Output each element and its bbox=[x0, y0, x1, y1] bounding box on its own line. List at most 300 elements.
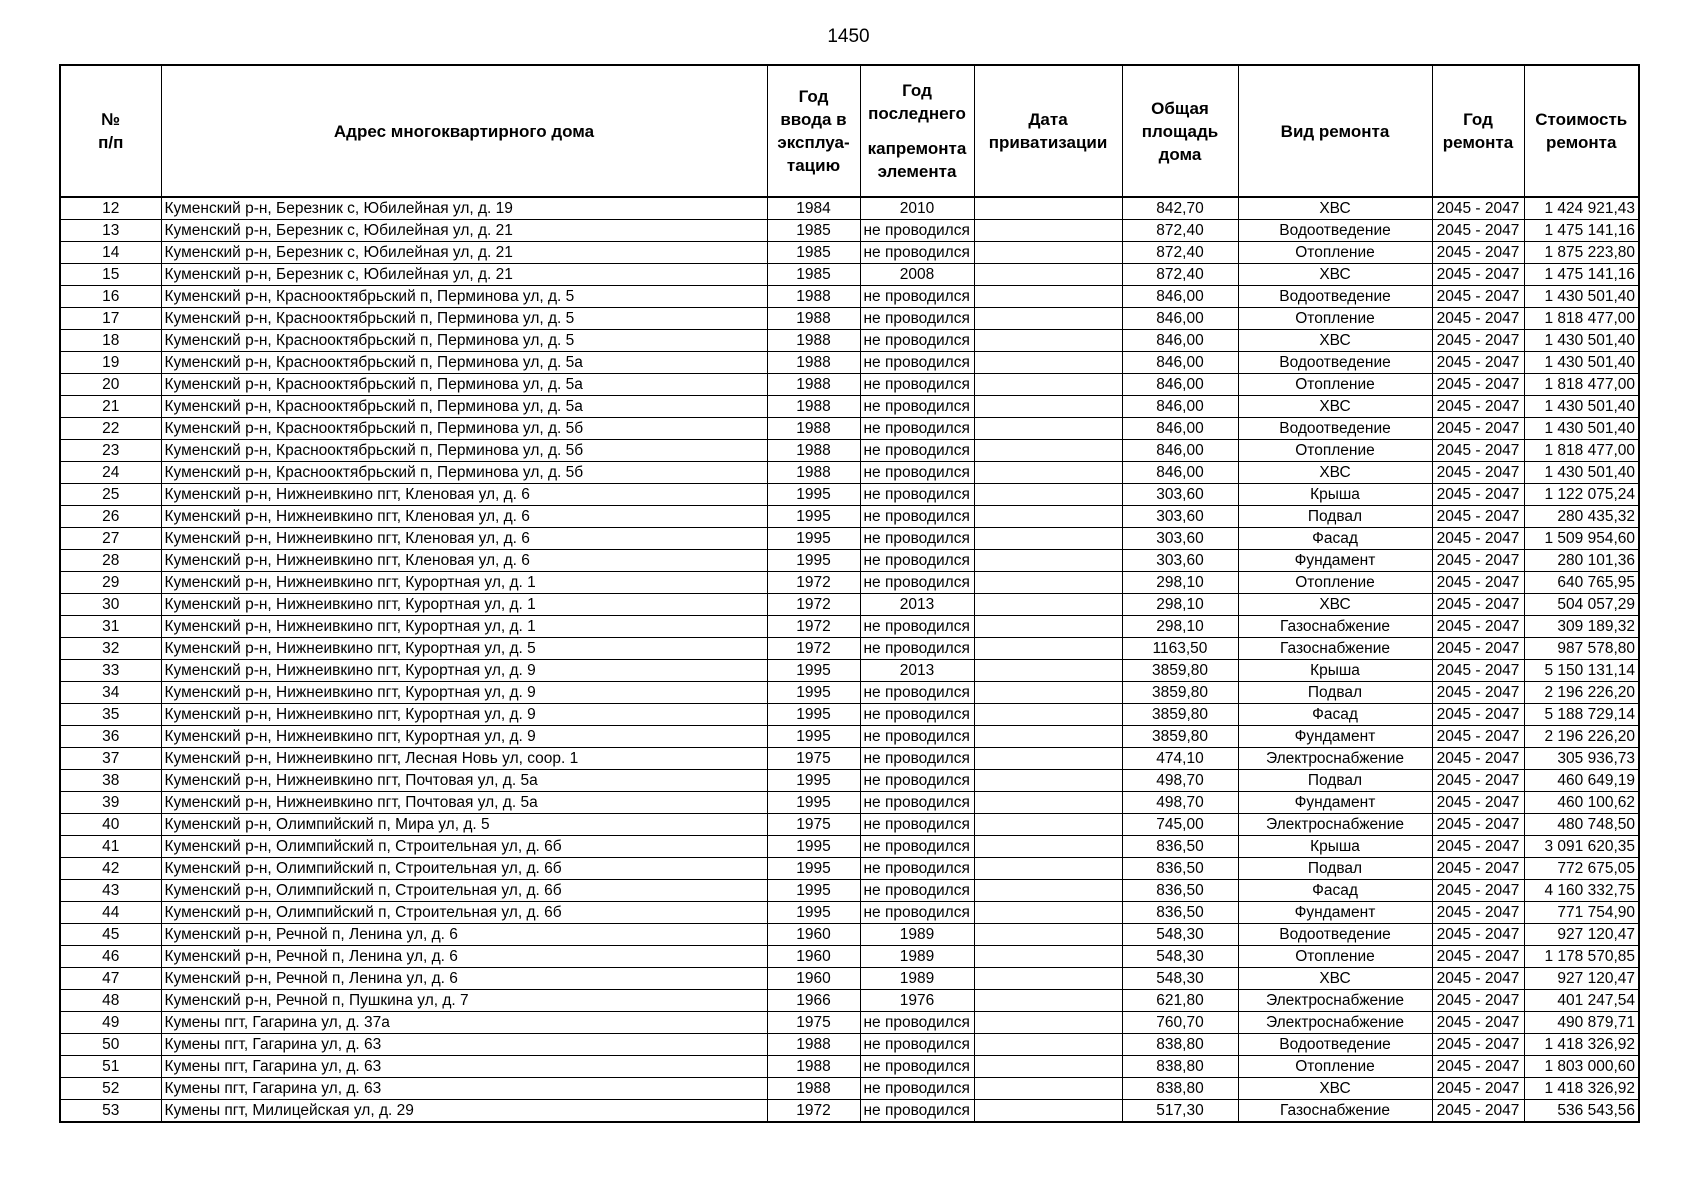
cell-year-built: 1988 bbox=[767, 418, 860, 440]
cell-area: 760,70 bbox=[1122, 1012, 1238, 1034]
cell-year-built: 1988 bbox=[767, 308, 860, 330]
cell-cost: 5 188 729,14 bbox=[1524, 704, 1639, 726]
cell-repair-type: Подвал bbox=[1238, 858, 1432, 880]
cell-last-repair: не проводился bbox=[860, 528, 974, 550]
cell-last-repair: не проводился bbox=[860, 462, 974, 484]
cell-repair-type: Водоотведение bbox=[1238, 220, 1432, 242]
cell-repair-year: 2045 - 2047 bbox=[1432, 1034, 1524, 1056]
cell-privatization bbox=[974, 814, 1122, 836]
cell-repair-type: Водоотведение bbox=[1238, 352, 1432, 374]
cell-last-repair: не проводился bbox=[860, 682, 974, 704]
cell-last-repair: не проводился bbox=[860, 352, 974, 374]
header-repair-type: Вид ремонта bbox=[1238, 65, 1432, 197]
cell-repair-type: ХВС bbox=[1238, 462, 1432, 484]
cell-area: 836,50 bbox=[1122, 902, 1238, 924]
cell-cost: 1 424 921,43 bbox=[1524, 197, 1639, 220]
table-row bbox=[60, 1012, 1639, 1034]
cell-year-built: 1995 bbox=[767, 858, 860, 880]
cell-address: Куменский р-н, Нижнеивкино пгт, Лесная Новь ул, соор. 1 bbox=[161, 748, 767, 770]
cell-year-built: 1995 bbox=[767, 792, 860, 814]
cell-address: Куменский р-н, Краснооктябрьский п, Перминова ул, д. 5 bbox=[161, 286, 767, 308]
cell-area: 836,50 bbox=[1122, 858, 1238, 880]
cell-area: 836,50 bbox=[1122, 880, 1238, 902]
cell-address: Куменский р-н, Речной п, Ленина ул, д. 6 bbox=[161, 968, 767, 990]
table-row bbox=[60, 242, 1639, 264]
cell-privatization bbox=[974, 528, 1122, 550]
cell-repair-type: Фундамент bbox=[1238, 726, 1432, 748]
cell-cost: 480 748,50 bbox=[1524, 814, 1639, 836]
cell-repair-year: 2045 - 2047 bbox=[1432, 616, 1524, 638]
cell-repair-type: Фасад bbox=[1238, 880, 1432, 902]
cell-last-repair: не проводился bbox=[860, 308, 974, 330]
cell-area: 298,10 bbox=[1122, 572, 1238, 594]
header-address: Адрес многоквартирного дома bbox=[161, 65, 767, 197]
cell-last-repair: не проводился bbox=[860, 220, 974, 242]
cell-num: 15 bbox=[60, 264, 161, 286]
cell-num: 29 bbox=[60, 572, 161, 594]
cell-cost: 1 430 501,40 bbox=[1524, 396, 1639, 418]
cell-last-repair: не проводился bbox=[860, 1056, 974, 1078]
cell-last-repair: не проводился bbox=[860, 242, 974, 264]
table-row bbox=[60, 352, 1639, 374]
cell-address: Куменский р-н, Березник с, Юбилейная ул, д. 19 bbox=[161, 197, 767, 220]
cell-privatization bbox=[974, 770, 1122, 792]
cell-num: 44 bbox=[60, 902, 161, 924]
table-row bbox=[60, 924, 1639, 946]
cell-privatization bbox=[974, 418, 1122, 440]
cell-privatization bbox=[974, 330, 1122, 352]
cell-num: 12 bbox=[60, 197, 161, 220]
cell-repair-type: ХВС bbox=[1238, 594, 1432, 616]
cell-year-built: 1985 bbox=[767, 264, 860, 286]
cell-last-repair: не проводился bbox=[860, 396, 974, 418]
cell-address: Куменский р-н, Березник с, Юбилейная ул, д. 21 bbox=[161, 264, 767, 286]
cell-cost: 401 247,54 bbox=[1524, 990, 1639, 1012]
header-last-repair: Год последнего капремонта элемента bbox=[860, 65, 974, 197]
cell-area: 303,60 bbox=[1122, 528, 1238, 550]
cell-address: Куменский р-н, Нижнеивкино пгт, Кленовая ул, д. 6 bbox=[161, 550, 767, 572]
cell-repair-year: 2045 - 2047 bbox=[1432, 1056, 1524, 1078]
cell-area: 836,50 bbox=[1122, 836, 1238, 858]
cell-year-built: 1975 bbox=[767, 1012, 860, 1034]
cell-last-repair: не проводился bbox=[860, 638, 974, 660]
table-row bbox=[60, 814, 1639, 836]
table-row bbox=[60, 572, 1639, 594]
cell-privatization bbox=[974, 1056, 1122, 1078]
cell-year-built: 1972 bbox=[767, 572, 860, 594]
cell-num: 41 bbox=[60, 836, 161, 858]
cell-address: Куменский р-н, Нижнеивкино пгт, Кленовая ул, д. 6 bbox=[161, 528, 767, 550]
cell-last-repair: не проводился bbox=[860, 726, 974, 748]
cell-repair-year: 2045 - 2047 bbox=[1432, 352, 1524, 374]
cell-address: Куменский р-н, Нижнеивкино пгт, Курортная ул, д. 9 bbox=[161, 726, 767, 748]
cell-num: 24 bbox=[60, 462, 161, 484]
cell-num: 45 bbox=[60, 924, 161, 946]
cell-num: 16 bbox=[60, 286, 161, 308]
cell-num: 35 bbox=[60, 704, 161, 726]
cell-last-repair: 2013 bbox=[860, 594, 974, 616]
cell-last-repair: не проводился bbox=[860, 1078, 974, 1100]
cell-area: 303,60 bbox=[1122, 484, 1238, 506]
cell-address: Кумены пгт, Милицейская ул, д. 29 bbox=[161, 1100, 767, 1123]
cell-year-built: 1975 bbox=[767, 814, 860, 836]
cell-last-repair: не проводился bbox=[860, 1034, 974, 1056]
cell-repair-type: Газоснабжение bbox=[1238, 616, 1432, 638]
cell-privatization bbox=[974, 550, 1122, 572]
cell-year-built: 1988 bbox=[767, 374, 860, 396]
cell-repair-year: 2045 - 2047 bbox=[1432, 836, 1524, 858]
cell-year-built: 1995 bbox=[767, 660, 860, 682]
cell-repair-year: 2045 - 2047 bbox=[1432, 968, 1524, 990]
cell-last-repair: не проводился bbox=[860, 704, 974, 726]
table-row bbox=[60, 682, 1639, 704]
cell-privatization bbox=[974, 1034, 1122, 1056]
cell-last-repair: не проводился bbox=[860, 880, 974, 902]
cell-repair-type: Фундамент bbox=[1238, 902, 1432, 924]
cell-num: 37 bbox=[60, 748, 161, 770]
cell-last-repair: 1976 bbox=[860, 990, 974, 1012]
cell-repair-type: ХВС bbox=[1238, 264, 1432, 286]
cell-num: 43 bbox=[60, 880, 161, 902]
table-row bbox=[60, 946, 1639, 968]
cell-cost: 640 765,95 bbox=[1524, 572, 1639, 594]
table-row bbox=[60, 704, 1639, 726]
table-row bbox=[60, 286, 1639, 308]
header-area: Общая площадь дома bbox=[1122, 65, 1238, 197]
cell-privatization bbox=[974, 924, 1122, 946]
cell-repair-type: Водоотведение bbox=[1238, 924, 1432, 946]
cell-cost: 772 675,05 bbox=[1524, 858, 1639, 880]
cell-repair-year: 2045 - 2047 bbox=[1432, 1078, 1524, 1100]
cell-cost: 490 879,71 bbox=[1524, 1012, 1639, 1034]
cell-num: 53 bbox=[60, 1100, 161, 1123]
cell-repair-year: 2045 - 2047 bbox=[1432, 946, 1524, 968]
cell-last-repair: не проводился bbox=[860, 418, 974, 440]
cell-repair-year: 2045 - 2047 bbox=[1432, 462, 1524, 484]
cell-year-built: 1988 bbox=[767, 330, 860, 352]
cell-year-built: 1995 bbox=[767, 726, 860, 748]
cell-last-repair: не проводился bbox=[860, 374, 974, 396]
cell-repair-type: Крыша bbox=[1238, 836, 1432, 858]
cell-cost: 927 120,47 bbox=[1524, 968, 1639, 990]
cell-repair-type: Фасад bbox=[1238, 528, 1432, 550]
cell-last-repair: не проводился bbox=[860, 836, 974, 858]
cell-repair-year: 2045 - 2047 bbox=[1432, 594, 1524, 616]
cell-privatization bbox=[974, 352, 1122, 374]
cell-repair-year: 2045 - 2047 bbox=[1432, 924, 1524, 946]
cell-privatization bbox=[974, 396, 1122, 418]
cell-repair-year: 2045 - 2047 bbox=[1432, 770, 1524, 792]
cell-repair-type: Отопление bbox=[1238, 946, 1432, 968]
cell-address: Куменский р-н, Олимпийский п, Строительная ул, д. 6б bbox=[161, 902, 767, 924]
table-row bbox=[60, 968, 1639, 990]
cell-cost: 1 475 141,16 bbox=[1524, 220, 1639, 242]
cell-repair-year: 2045 - 2047 bbox=[1432, 308, 1524, 330]
cell-address: Куменский р-н, Нижнеивкино пгт, Почтовая ул, д. 5а bbox=[161, 792, 767, 814]
cell-cost: 1 430 501,40 bbox=[1524, 286, 1639, 308]
cell-area: 3859,80 bbox=[1122, 704, 1238, 726]
cell-num: 40 bbox=[60, 814, 161, 836]
cell-cost: 771 754,90 bbox=[1524, 902, 1639, 924]
cell-year-built: 1988 bbox=[767, 462, 860, 484]
table-row bbox=[60, 197, 1639, 220]
cell-repair-year: 2045 - 2047 bbox=[1432, 814, 1524, 836]
cell-num: 27 bbox=[60, 528, 161, 550]
cell-address: Куменский р-н, Олимпийский п, Строительная ул, д. 6б bbox=[161, 858, 767, 880]
cell-privatization bbox=[974, 308, 1122, 330]
cell-last-repair: не проводился bbox=[860, 550, 974, 572]
cell-cost: 5 150 131,14 bbox=[1524, 660, 1639, 682]
table-body bbox=[60, 197, 1639, 1122]
table-row bbox=[60, 836, 1639, 858]
cell-cost: 4 160 332,75 bbox=[1524, 880, 1639, 902]
cell-area: 1163,50 bbox=[1122, 638, 1238, 660]
cell-cost: 1 509 954,60 bbox=[1524, 528, 1639, 550]
cell-repair-type: Подвал bbox=[1238, 506, 1432, 528]
cell-repair-year: 2045 - 2047 bbox=[1432, 418, 1524, 440]
cell-num: 48 bbox=[60, 990, 161, 1012]
cell-repair-year: 2045 - 2047 bbox=[1432, 286, 1524, 308]
cell-repair-type: Подвал bbox=[1238, 770, 1432, 792]
cell-privatization bbox=[974, 197, 1122, 220]
cell-cost: 1 818 477,00 bbox=[1524, 374, 1639, 396]
cell-privatization bbox=[974, 968, 1122, 990]
table-row bbox=[60, 264, 1639, 286]
cell-privatization bbox=[974, 220, 1122, 242]
cell-privatization bbox=[974, 638, 1122, 660]
cell-year-built: 1995 bbox=[767, 704, 860, 726]
cell-address: Куменский р-н, Краснооктябрьский п, Перминова ул, д. 5б bbox=[161, 418, 767, 440]
cell-cost: 1 475 141,16 bbox=[1524, 264, 1639, 286]
cell-privatization bbox=[974, 242, 1122, 264]
cell-address: Куменский р-н, Березник с, Юбилейная ул, д. 21 bbox=[161, 242, 767, 264]
cell-last-repair: не проводился bbox=[860, 1100, 974, 1123]
table-row bbox=[60, 880, 1639, 902]
cell-num: 34 bbox=[60, 682, 161, 704]
cell-area: 303,60 bbox=[1122, 506, 1238, 528]
cell-repair-year: 2045 - 2047 bbox=[1432, 902, 1524, 924]
cell-privatization bbox=[974, 264, 1122, 286]
cell-last-repair: 1989 bbox=[860, 946, 974, 968]
cell-cost: 1 430 501,40 bbox=[1524, 462, 1639, 484]
cell-address: Куменский р-н, Речной п, Пушкина ул, д. 7 bbox=[161, 990, 767, 1012]
cell-num: 30 bbox=[60, 594, 161, 616]
cell-last-repair: не проводился bbox=[860, 286, 974, 308]
cell-last-repair: не проводился bbox=[860, 770, 974, 792]
cell-area: 498,70 bbox=[1122, 770, 1238, 792]
cell-repair-type: Отопление bbox=[1238, 242, 1432, 264]
table-row bbox=[60, 858, 1639, 880]
cell-num: 33 bbox=[60, 660, 161, 682]
header-privatization: Дата приватизации bbox=[974, 65, 1122, 197]
cell-year-built: 1995 bbox=[767, 550, 860, 572]
cell-cost: 1 122 075,24 bbox=[1524, 484, 1639, 506]
table-row bbox=[60, 748, 1639, 770]
cell-repair-type: Крыша bbox=[1238, 484, 1432, 506]
cell-year-built: 1988 bbox=[767, 286, 860, 308]
cell-year-built: 1972 bbox=[767, 638, 860, 660]
cell-privatization bbox=[974, 1100, 1122, 1123]
cell-area: 548,30 bbox=[1122, 946, 1238, 968]
cell-privatization bbox=[974, 374, 1122, 396]
cell-year-built: 1988 bbox=[767, 1034, 860, 1056]
cell-area: 838,80 bbox=[1122, 1034, 1238, 1056]
cell-year-built: 1995 bbox=[767, 484, 860, 506]
cell-repair-year: 2045 - 2047 bbox=[1432, 374, 1524, 396]
cell-repair-year: 2045 - 2047 bbox=[1432, 726, 1524, 748]
header-repair-year: Год ремонта bbox=[1432, 65, 1524, 197]
cell-repair-year: 2045 - 2047 bbox=[1432, 506, 1524, 528]
cell-repair-type: Отопление bbox=[1238, 308, 1432, 330]
cell-address: Куменский р-н, Олимпийский п, Мира ул, д. 5 bbox=[161, 814, 767, 836]
cell-num: 22 bbox=[60, 418, 161, 440]
table-row bbox=[60, 594, 1639, 616]
cell-num: 23 bbox=[60, 440, 161, 462]
cell-cost: 280 435,32 bbox=[1524, 506, 1639, 528]
cell-area: 3859,80 bbox=[1122, 660, 1238, 682]
cell-last-repair: не проводился bbox=[860, 792, 974, 814]
cell-num: 26 bbox=[60, 506, 161, 528]
cell-repair-year: 2045 - 2047 bbox=[1432, 197, 1524, 220]
cell-repair-type: Крыша bbox=[1238, 660, 1432, 682]
cell-year-built: 1966 bbox=[767, 990, 860, 1012]
table-row bbox=[60, 308, 1639, 330]
cell-year-built: 1995 bbox=[767, 682, 860, 704]
cell-area: 621,80 bbox=[1122, 990, 1238, 1012]
cell-address: Куменский р-н, Нижнеивкино пгт, Курортная ул, д. 9 bbox=[161, 704, 767, 726]
cell-area: 846,00 bbox=[1122, 440, 1238, 462]
cell-area: 3859,80 bbox=[1122, 682, 1238, 704]
cell-area: 842,70 bbox=[1122, 197, 1238, 220]
cell-address: Куменский р-н, Олимпийский п, Строительная ул, д. 6б bbox=[161, 836, 767, 858]
cell-repair-type: Электроснабжение bbox=[1238, 1012, 1432, 1034]
cell-privatization bbox=[974, 1012, 1122, 1034]
cell-cost: 1 818 477,00 bbox=[1524, 440, 1639, 462]
table-row bbox=[60, 418, 1639, 440]
cell-address: Куменский р-н, Нижнеивкино пгт, Курортная ул, д. 1 bbox=[161, 572, 767, 594]
cell-address: Куменский р-н, Краснооктябрьский п, Перминова ул, д. 5 bbox=[161, 308, 767, 330]
cell-repair-type: Водоотведение bbox=[1238, 286, 1432, 308]
cell-repair-year: 2045 - 2047 bbox=[1432, 704, 1524, 726]
cell-num: 47 bbox=[60, 968, 161, 990]
cell-area: 872,40 bbox=[1122, 220, 1238, 242]
cell-repair-type: ХВС bbox=[1238, 968, 1432, 990]
cell-repair-type: Фундамент bbox=[1238, 550, 1432, 572]
cell-num: 19 bbox=[60, 352, 161, 374]
table-row bbox=[60, 638, 1639, 660]
cell-year-built: 1984 bbox=[767, 197, 860, 220]
cell-year-built: 1960 bbox=[767, 946, 860, 968]
cell-cost: 309 189,32 bbox=[1524, 616, 1639, 638]
cell-year-built: 1972 bbox=[767, 616, 860, 638]
cell-year-built: 1985 bbox=[767, 220, 860, 242]
cell-year-built: 1985 bbox=[767, 242, 860, 264]
cell-repair-type: Электроснабжение bbox=[1238, 814, 1432, 836]
cell-num: 46 bbox=[60, 946, 161, 968]
cell-cost: 987 578,80 bbox=[1524, 638, 1639, 660]
cell-repair-year: 2045 - 2047 bbox=[1432, 440, 1524, 462]
cell-repair-year: 2045 - 2047 bbox=[1432, 330, 1524, 352]
cell-privatization bbox=[974, 660, 1122, 682]
cell-num: 21 bbox=[60, 396, 161, 418]
cell-last-repair: не проводился bbox=[860, 748, 974, 770]
cell-repair-type: ХВС bbox=[1238, 330, 1432, 352]
cell-area: 846,00 bbox=[1122, 286, 1238, 308]
cell-privatization bbox=[974, 506, 1122, 528]
cell-repair-type: Подвал bbox=[1238, 682, 1432, 704]
cell-num: 51 bbox=[60, 1056, 161, 1078]
cell-year-built: 1995 bbox=[767, 880, 860, 902]
repair-table bbox=[59, 64, 1640, 1123]
cell-area: 838,80 bbox=[1122, 1078, 1238, 1100]
cell-repair-year: 2045 - 2047 bbox=[1432, 682, 1524, 704]
cell-cost: 927 120,47 bbox=[1524, 924, 1639, 946]
cell-repair-year: 2045 - 2047 bbox=[1432, 792, 1524, 814]
cell-repair-year: 2045 - 2047 bbox=[1432, 1100, 1524, 1123]
cell-repair-type: Водоотведение bbox=[1238, 1034, 1432, 1056]
cell-repair-year: 2045 - 2047 bbox=[1432, 484, 1524, 506]
cell-area: 3859,80 bbox=[1122, 726, 1238, 748]
cell-num: 20 bbox=[60, 374, 161, 396]
cell-num: 50 bbox=[60, 1034, 161, 1056]
cell-privatization bbox=[974, 726, 1122, 748]
cell-repair-year: 2045 - 2047 bbox=[1432, 242, 1524, 264]
cell-cost: 1 803 000,60 bbox=[1524, 1056, 1639, 1078]
cell-privatization bbox=[974, 1078, 1122, 1100]
cell-repair-type: Газоснабжение bbox=[1238, 1100, 1432, 1123]
page-number: 1450 bbox=[827, 26, 870, 47]
cell-year-built: 1995 bbox=[767, 506, 860, 528]
cell-last-repair: не проводился bbox=[860, 858, 974, 880]
cell-repair-type: ХВС bbox=[1238, 1078, 1432, 1100]
table-row bbox=[60, 770, 1639, 792]
header-cost: Стоимость ремонта bbox=[1524, 65, 1639, 197]
table-row bbox=[60, 1034, 1639, 1056]
cell-year-built: 1995 bbox=[767, 770, 860, 792]
cell-address: Куменский р-н, Нижнеивкино пгт, Курортная ул, д. 5 bbox=[161, 638, 767, 660]
cell-cost: 1 430 501,40 bbox=[1524, 418, 1639, 440]
table-row bbox=[60, 462, 1639, 484]
cell-repair-year: 2045 - 2047 bbox=[1432, 528, 1524, 550]
cell-privatization bbox=[974, 616, 1122, 638]
cell-num: 17 bbox=[60, 308, 161, 330]
cell-year-built: 1988 bbox=[767, 352, 860, 374]
cell-cost: 1 430 501,40 bbox=[1524, 352, 1639, 374]
cell-repair-type: ХВС bbox=[1238, 197, 1432, 220]
cell-num: 52 bbox=[60, 1078, 161, 1100]
cell-year-built: 1995 bbox=[767, 902, 860, 924]
cell-address: Куменский р-н, Нижнеивкино пгт, Курортная ул, д. 9 bbox=[161, 682, 767, 704]
header-year-built: Год ввода в эксплуа- тацию bbox=[767, 65, 860, 197]
cell-area: 498,70 bbox=[1122, 792, 1238, 814]
cell-address: Куменский р-н, Краснооктябрьский п, Перминова ул, д. 5б bbox=[161, 462, 767, 484]
cell-repair-type: Отопление bbox=[1238, 374, 1432, 396]
cell-repair-year: 2045 - 2047 bbox=[1432, 264, 1524, 286]
cell-repair-type: Фундамент bbox=[1238, 792, 1432, 814]
cell-year-built: 1960 bbox=[767, 924, 860, 946]
cell-num: 18 bbox=[60, 330, 161, 352]
cell-address: Куменский р-н, Речной п, Ленина ул, д. 6 bbox=[161, 924, 767, 946]
cell-repair-year: 2045 - 2047 bbox=[1432, 550, 1524, 572]
cell-last-repair: 2008 bbox=[860, 264, 974, 286]
cell-address: Куменский р-н, Нижнеивкино пгт, Кленовая ул, д. 6 bbox=[161, 484, 767, 506]
cell-address: Кумены пгт, Гагарина ул, д. 37а bbox=[161, 1012, 767, 1034]
cell-cost: 2 196 226,20 bbox=[1524, 726, 1639, 748]
cell-address: Куменский р-н, Березник с, Юбилейная ул, д. 21 bbox=[161, 220, 767, 242]
cell-address: Куменский р-н, Краснооктябрьский п, Перминова ул, д. 5б bbox=[161, 440, 767, 462]
cell-repair-type: ХВС bbox=[1238, 396, 1432, 418]
cell-address: Куменский р-н, Краснооктябрьский п, Перминова ул, д. 5а bbox=[161, 396, 767, 418]
